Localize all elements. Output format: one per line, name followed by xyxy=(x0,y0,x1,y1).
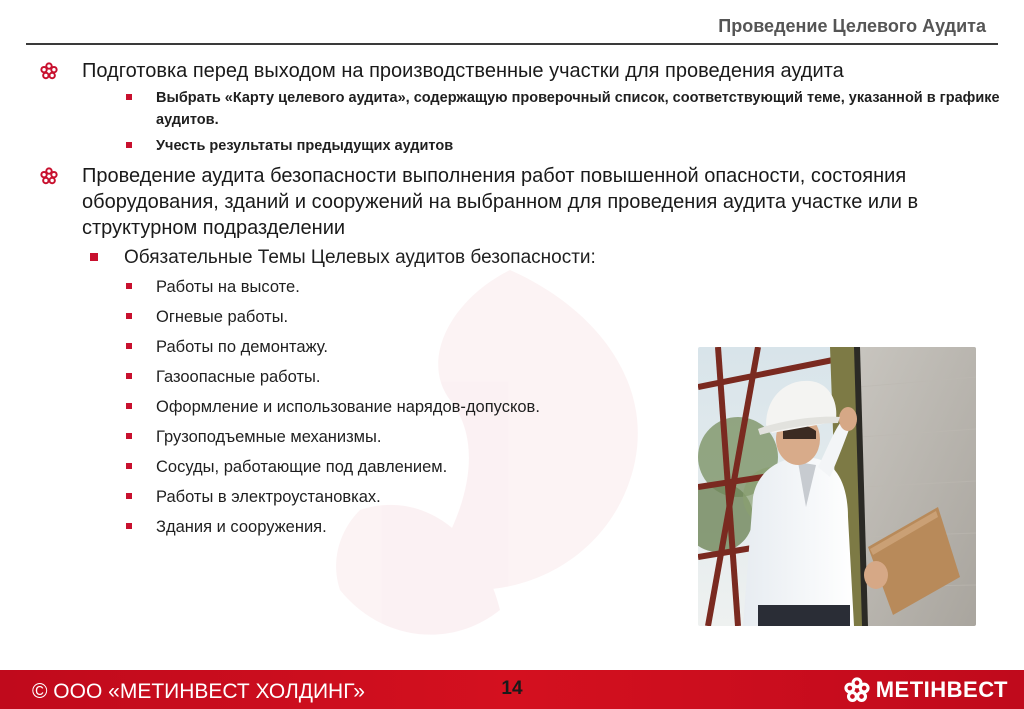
topic-text: Газоопасные работы. xyxy=(156,368,321,386)
flower-bullet-icon xyxy=(40,167,58,185)
logo-text: МЕТІНВЕСТ xyxy=(875,677,1008,702)
section-1-item-2 xyxy=(124,135,1000,157)
footer-bar xyxy=(0,670,1024,709)
section-2-subheading-text: Обязательные Темы Целевых аудитов безопасности: xyxy=(124,247,596,268)
section-1 xyxy=(40,58,1000,84)
section-1-text: Подготовка перед выходом на производственные участки для проведения аудита xyxy=(82,60,844,82)
topic-text: Работы на высоте. xyxy=(156,278,300,296)
topic-text: Сосуды, работающие под давлением. xyxy=(156,458,448,476)
square-bullet-icon xyxy=(126,433,132,439)
topic-item xyxy=(124,307,1000,327)
square-bullet-icon xyxy=(126,493,132,499)
company-logo xyxy=(844,677,1008,703)
section-1-item-1-text: Выбрать «Карту целевого аудита», содержащую проверочный список, соответствующий теме, указанной в графике аудитов. xyxy=(156,90,1000,128)
square-bullet-icon xyxy=(90,253,98,261)
topic-text: Работы в электроустановках. xyxy=(156,488,381,506)
topic-text: Огневые работы. xyxy=(156,308,289,326)
square-bullet-icon xyxy=(126,343,132,349)
square-bullet-icon xyxy=(126,373,132,379)
section-2-text: Проведение аудита безопасности выполнения работ повышенной опасности, состояния оборудования, зданий и сооружений на выбранном для проведения аудита участке или в структурном подразделении xyxy=(82,165,919,239)
header-divider xyxy=(26,43,998,45)
square-bullet-icon xyxy=(126,283,132,289)
page-number: 14 xyxy=(501,678,523,699)
square-bullet-icon xyxy=(126,94,132,100)
topic-text: Здания и сооружения. xyxy=(156,518,327,536)
square-bullet-icon xyxy=(126,463,132,469)
flower-bullet-icon xyxy=(40,62,58,80)
copyright-text: © ООО «МЕТИНВЕСТ ХОЛДИНГ» xyxy=(32,680,365,703)
inspector-photo xyxy=(698,347,976,626)
topic-text: Оформление и использование нарядов-допусков. xyxy=(156,398,540,416)
square-bullet-icon xyxy=(126,403,132,409)
topic-text: Работы по демонтажу. xyxy=(156,338,328,356)
section-1-item-1 xyxy=(124,87,1000,131)
topic-text: Грузоподъемные механизмы. xyxy=(156,428,382,446)
square-bullet-icon xyxy=(126,523,132,529)
section-2-subheading xyxy=(90,245,1000,271)
topic-item xyxy=(124,277,1000,297)
square-bullet-icon xyxy=(126,313,132,319)
page-title: Проведение Целевого Аудита xyxy=(718,16,986,36)
section-1-item-2-text: Учесть результаты предыдущих аудитов xyxy=(156,138,454,154)
metinvest-flower-logo-icon xyxy=(844,677,870,703)
square-bullet-icon xyxy=(126,142,132,148)
section-2 xyxy=(40,163,962,241)
